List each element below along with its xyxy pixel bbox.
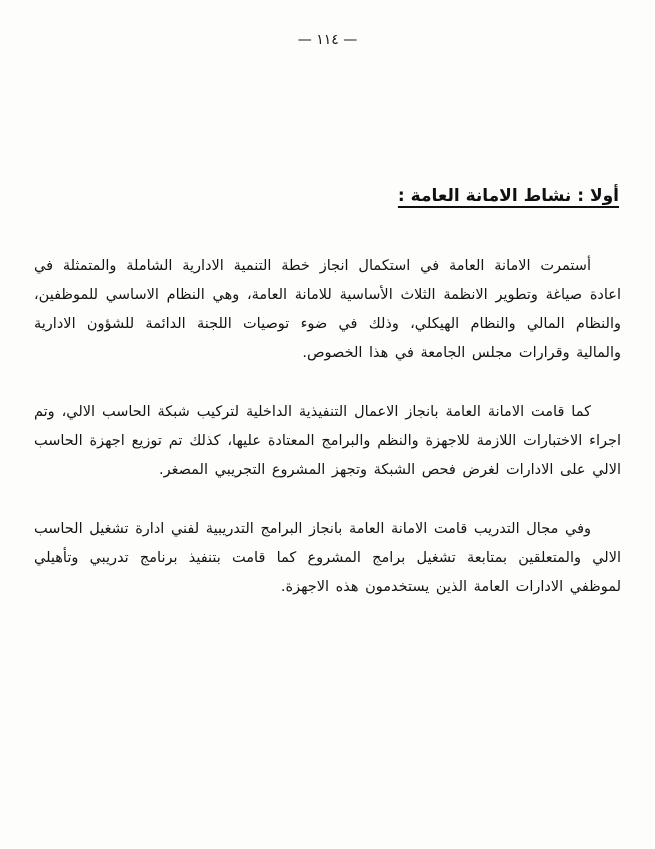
page-number: — ١١٤ — <box>297 32 358 48</box>
paragraph-1: أستمرت الامانة العامة في استكمال انجاز خطة التنمية الادارية الشاملة والمتمثلة في اعادة صياغة وتطوير الانظمة الثلاث الأساسية للامانة العامة، وهي النظام الاساسي للموظفين، والنظام المالي والنظام الهيكلي، وذلك في ضوء توصيات اللجنة الدائمة للشؤون الادارية والمالية وقرارات مجلس الجامعة في هذا الخصوص. <box>34 258 621 361</box>
paragraph-2: كما قامت الامانة العامة بانجاز الاعمال التنفيذية الداخلية لتركيب شبكة الحاسب الالي، وتم اجراء الاختبارات اللازمة للاجهزة والنظم والبرامج المعتادة عليها، كذلك تم توزيع اجهزة الحاسب الالي على الادارات لغرض فحص الشبكة وتجهز المشروع التجريبي المصغر. <box>34 404 621 478</box>
paragraph-3: وفي مجال التدريب قامت الامانة العامة بانجاز البرامج التدريبية لفني ادارة تشغيل الحاسب الالي والمتعلقين بمتابعة تشغيل برامج المشروع كما قامت بتنفيذ برنامج تدريبي وتأهيلي لموظفي الادارات العامة الذين يستخدمون هذه الاجهزة. <box>34 521 621 595</box>
section-heading <box>34 186 619 206</box>
section-heading-text: أولا : نشاط الامانة العامة : <box>397 186 619 206</box>
document-body <box>34 252 621 602</box>
